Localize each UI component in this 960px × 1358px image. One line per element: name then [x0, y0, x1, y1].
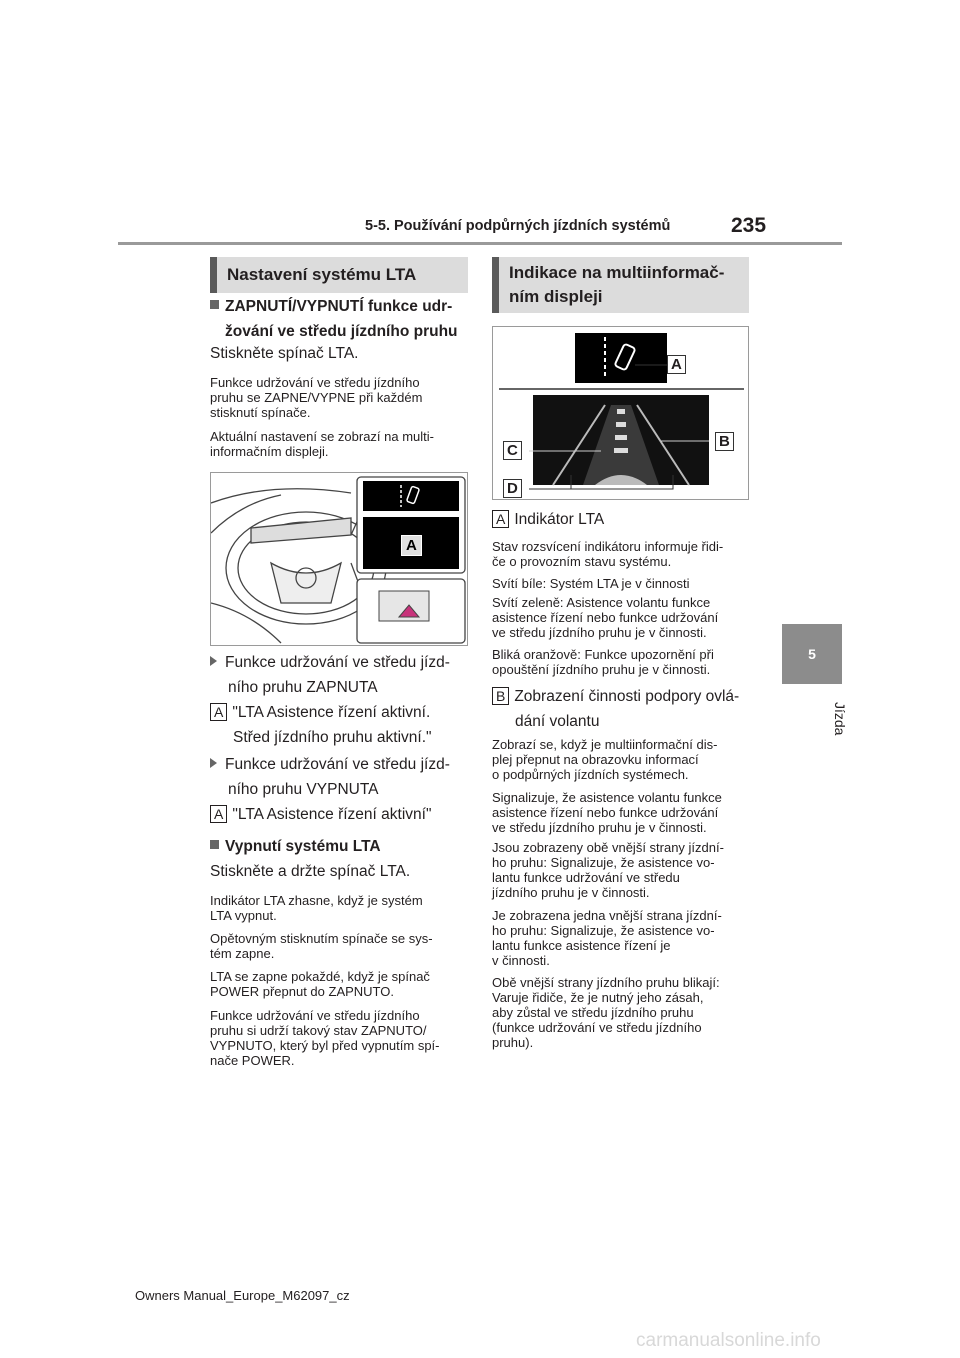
item-a-paragraph-2: Svítí bíle: Systém LTA je v činnosti [492, 576, 690, 591]
steering-wheel-figure [210, 472, 468, 646]
figure-label-a: A [401, 535, 422, 556]
left-section-heading: Nastavení systému LTA [210, 257, 468, 293]
page-number: 235 [731, 214, 767, 237]
item-b-title: B Zobrazení činnosti podpory ovlá- dání volantu [492, 684, 739, 734]
right-section-heading: Indikace na multiinformač- ním displeji [492, 257, 749, 313]
item-b-paragraph-3: Jsou zobrazeny obě vnější strany jízdní- ho pruhu: Signalizuje, že asistence vo- lantu funkce udržování ve středu jízdního pruhu je v činnosti. [492, 840, 724, 900]
square-bullet-icon [210, 300, 219, 309]
figure-label-c: C [503, 441, 522, 460]
sub1-lead: Stiskněte spínač LTA. [210, 345, 359, 362]
header-section-title: 5-5. Používání podpůrných jízdních systémů [365, 218, 671, 234]
item-b-paragraph-4: Je zobrazena jedna vnější strana jízdní- ho pruhu: Signalizuje, že asistence vo- lantu funkce asistence řízení je v činnosti. [492, 908, 722, 968]
chapter-tab: 5 [782, 624, 842, 684]
item-a-paragraph-4: Bliká oranžově: Funkce upozornění při opouštění jízdního pruhu je v činnosti. [492, 647, 714, 677]
sub2-paragraph-4: Funkce udržování ve středu jízdního pruhu si udrží takový stav ZAPNUTO/ VYPNUTO, který byl před vypnutím spí- nače POWER. [210, 1008, 440, 1068]
item-b-paragraph-2: Signalizuje, že asistence volantu funkce asistence řízení nebo funkce udržování ve středu jízdního pruhu je v činnosti. [492, 790, 722, 835]
quote-lka-off: A "LTA Asistence řízení aktivní" [210, 802, 431, 827]
figure-label-d: D [503, 479, 522, 498]
sub2-title: Vypnutí systému LTA [210, 834, 381, 859]
sub1-paragraph-2: Aktuální nastavení se zobrazí na multi- informačním displeji. [210, 429, 435, 459]
figure-label-a: A [667, 355, 686, 374]
item-a-paragraph-3: Svítí zeleně: Asistence volantu funkce asistence řízení nebo funkce udržování ve středu jízdního pruhu je v činnosti. [492, 595, 719, 640]
bullet-lka-on: Funkce udržování ve středu jízd- ního pruhu ZAPNUTA [210, 650, 450, 700]
sub1-paragraph-1: Funkce udržování ve středu jízdního pruhu se ZAPNE/VYPNE při každém stisknutí spínače. [210, 375, 423, 420]
label-box-b: B [492, 687, 509, 705]
sub1-title: ZAPNUTÍ/VYPNUTÍ funkce udr- žování ve středu jízdního pruhu [210, 294, 458, 344]
sub2-paragraph-2: Opětovným stisknutím spínače se sys- tém zapne. [210, 931, 433, 961]
item-a-paragraph-1: Stav rozsvícení indikátoru informuje řidi- če o provozním stavu systému. [492, 539, 724, 569]
multi-info-display-figure [492, 326, 749, 500]
label-box-a: A [492, 510, 509, 528]
sub2-paragraph-1: Indikátor LTA zhasne, když je systém LTA vypnut. [210, 893, 423, 923]
triangle-bullet-icon [210, 758, 217, 768]
lta-display-illustration-icon [493, 327, 749, 500]
label-box-a: A [210, 805, 227, 823]
footer-text: Owners Manual_Europe_M62097_cz [135, 1288, 350, 1303]
chapter-name: Jízda [832, 702, 848, 736]
square-bullet-icon [210, 840, 219, 849]
quote-lka-on: A "LTA Asistence řízení aktivní. Střed jízdního pruhu aktivní." [210, 700, 432, 750]
header-divider [118, 242, 842, 245]
sub2-paragraph-3: LTA se zapne pokaždé, když je spínač POWER přepnut do ZAPNUTO. [210, 969, 430, 999]
bullet-lka-off: Funkce udržování ve středu jízd- ního pruhu VYPNUTA [210, 752, 450, 802]
item-b-paragraph-5: Obě vnější strany jízdního pruhu blikají: Varuje řidiče, že je nutný jeho zásah, aby zůstal ve středu jízdního pruhu (funkce udržování ve středu jízdního pruhu). [492, 975, 720, 1050]
triangle-bullet-icon [210, 656, 217, 666]
item-a-title: A Indikátor LTA [492, 507, 604, 532]
sub2-lead: Stiskněte a držte spínač LTA. [210, 863, 411, 880]
label-box-a: A [210, 703, 227, 721]
steering-wheel-illustration-icon [211, 473, 468, 646]
figure-label-b: B [715, 432, 734, 451]
watermark: carmanualsonline.info [636, 1330, 821, 1351]
item-b-paragraph-1: Zobrazí se, když je multiinformační dis- plej přepnut na obrazovku informací o podpůrných jízdních systémech. [492, 737, 718, 782]
